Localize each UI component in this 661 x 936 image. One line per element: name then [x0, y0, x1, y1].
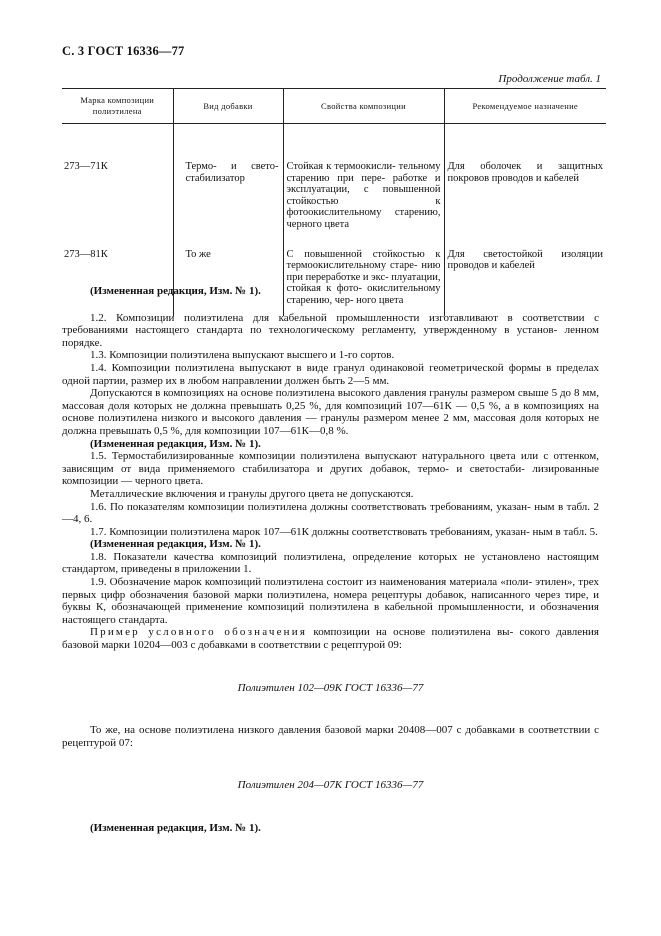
- paragraph-1-4: 1.4. Композиции полиэтилена выпускают в виде гранул одинаковой геометрической формы в пределах одной партии, размер их в любом направлении должен быть 2—5 мм.: [62, 361, 599, 387]
- amendment-note: (Измененная редакция, Изм. № 1).: [90, 538, 261, 551]
- body-text: [62, 285, 599, 835]
- table-row: [62, 124, 606, 231]
- paragraph-1-4-extra: Допускаются в композициях на основе полиэтилена высокого давления гранулы размером свыше 5 до 8 мм, массовая доля которых не должна превышать 0,25 %, для композиций 107—61К — 0,5 %, а в композициях на основе полиэтилена низкого и высокого давления — гранулы размером менее 2 мм, массовая доля которых не должна превышать 0,5 %, для композиции 107—61К—0,8 %.: [62, 387, 599, 437]
- amendment-note: (Измененная редакция, Изм. № 1).: [90, 285, 261, 297]
- paragraph-1-8: 1.8. Показатели качества композиций полиэтилена, определение которых не установлено настоящим стандартом, приведены в приложении 1.: [62, 550, 599, 576]
- example-label: Пример условного обозначения: [90, 626, 308, 639]
- cell-mark: 273—81К: [64, 248, 108, 260]
- example-text: композиции на основе полиэтилена вы- сокого давления базовой марки 10204—003 с добавками в соответствии с рецептурой 09:: [62, 626, 599, 652]
- cell-properties: Стойкая к термоокисли- тельному старению при пере- работке и эксплуатации, с повышенной стойкостью к фотоокислительному старению, черного цвета: [283, 124, 444, 231]
- page-header: С. 3 ГОСТ 16336—77: [62, 44, 185, 58]
- composition-table: [62, 88, 606, 316]
- paragraph-1-7: 1.7. Композиции полиэтилена марок 107—61К должны соответствовать требованиям, указан- ным в табл. 5.: [90, 525, 598, 538]
- amendment-note: (Измененная редакция, Изм. № 1).: [90, 437, 261, 450]
- cell-additive: То же: [173, 231, 283, 316]
- table-header-row: [62, 89, 606, 124]
- paragraph-same: То же, на основе полиэтилена низкого давления базовой марки 20408—007 с добавками в соответствии с рецептурой 07:: [62, 724, 599, 749]
- designation-example-2: Полиэтилен 204—07К ГОСТ 16336—77: [237, 779, 424, 792]
- paragraph-1-6: 1.6. По показателям композиции полиэтилена должны соответствовать требованиям, указан- ным в табл. 2—4, 6.: [62, 500, 599, 526]
- paragraph-1-2: 1.2. Композиции полиэтилена для кабельной промышленности изготавливают в соответствии с требованиями настоящего стандарта по технологическому регламенту, утвержденному в установ- ленном порядке.: [62, 311, 599, 349]
- cell-purpose: Для светостойкой изоляции проводов и кабелей: [444, 231, 606, 316]
- cell-mark: 273—71К: [64, 161, 108, 172]
- paragraph-1-5-extra: Металлические включения и гранулы другого цвета не допускаются.: [90, 487, 414, 500]
- column-header-properties: Свойства композиции: [283, 89, 444, 124]
- cell-purpose: Для оболочек и защитных покровов проводов и кабелей: [444, 124, 606, 231]
- cell-properties: С повышенной стойкостью к термоокислительному старе- нию при переработке и экс- плуатации, стойкая к фото- окислительному старению, чер- ного цвета: [283, 231, 444, 316]
- column-header-purpose: Рекомендуемое назначение: [444, 89, 606, 124]
- table-continuation-caption: Продолжение табл. 1: [498, 73, 601, 85]
- paragraph-1-9: 1.9. Обозначение марок композиций полиэтилена состоит из наименования материала «поли- этилен», трех первых цифр обозначения базовой марки полиэтилена, номера рецептуры добавок, написанного через тире, и буквы К, обозначающей применение композиций полиэтилена в кабельной промышленности, и обозначения настоящего стандарта.: [62, 576, 599, 626]
- amendment-note: (Измененная редакция, Изм. № 1).: [90, 822, 261, 834]
- cell-additive: Термо- и свето- стабилизатор: [173, 124, 283, 231]
- paragraph-1-5: 1.5. Термостабилизированные композиции полиэтилена выпускают натурального цвета или с оттенком, зависящим от вида применяемого стабилизатора и других добавок, термо- и светостаби- лизированные композиции — черного цвета.: [62, 450, 599, 488]
- paragraph-1-3: 1.3. Композиции полиэтилена выпускают высшего и 1-го сортов.: [90, 349, 395, 362]
- column-header-additive: Вид добавки: [173, 89, 283, 124]
- column-header-mark: Марка композиции полиэтилена: [62, 89, 173, 124]
- example-paragraph: [62, 626, 599, 651]
- designation-example-1: Полиэтилен 102—09К ГОСТ 16336—77: [237, 681, 424, 694]
